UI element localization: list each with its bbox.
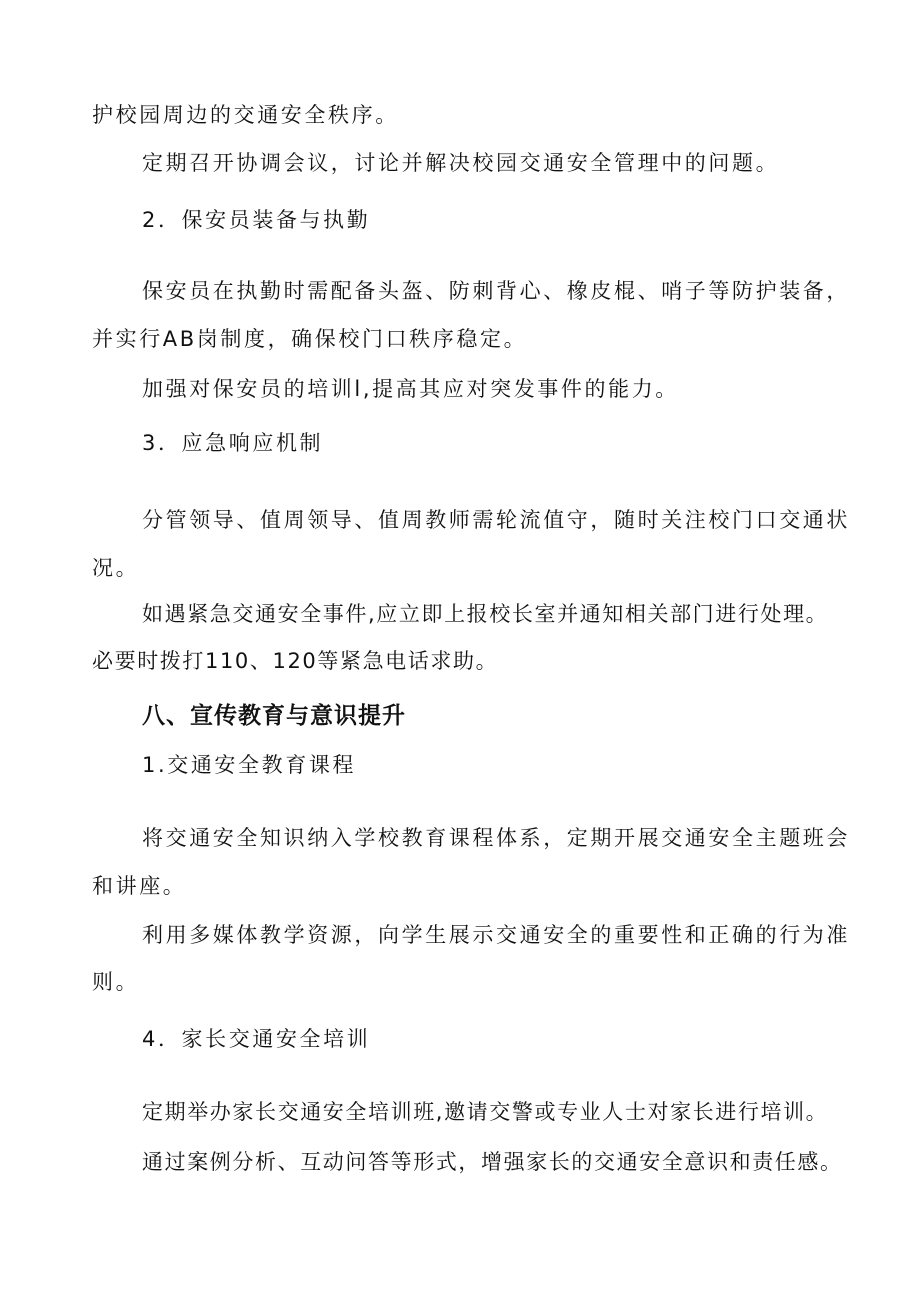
paragraph-line: 必要时拨打110、120等紧急电话求助。 xyxy=(92,649,499,673)
paragraph-line: 并实行AB岗制度，确保校门口秩序稳定。 xyxy=(92,327,528,351)
paragraph-line: 定期召开协调会议，讨论并解决校园交通安全管理中的问题。 xyxy=(142,151,780,175)
paragraph-line: 加强对保安员的培训l,提高其应对突发事件的能力。 xyxy=(142,377,679,401)
section-heading: 3．应急响应机制 xyxy=(142,431,324,455)
section-heading: 1.交通安全教育课程 xyxy=(142,753,357,777)
paragraph-line: 定期举办家长交通安全培训班,邀请交警或专业人士对家长进行培训。 xyxy=(142,1100,829,1124)
section-heading: 2．保安员装备与执勤 xyxy=(142,208,371,232)
paragraph-line: 保安员在执勤时需配备头盔、防刺背心、橡皮棍、哨子等防护装备， xyxy=(142,279,850,303)
paragraph-line: 利用多媒体教学资源，向学生展示交通安全的重要性和正确的行为准 xyxy=(142,923,850,947)
paragraph-line: 和讲座。 xyxy=(92,874,187,898)
chapter-heading: 八、宣传教育与意识提升 xyxy=(142,703,406,729)
section-heading: 4．家长交通安全培训 xyxy=(142,1027,371,1051)
paragraph-line: 将交通安全知识纳入学校教育课程体系，定期开展交通安全主题班会 xyxy=(142,826,850,850)
paragraph-line: 分管领导、值周领导、值周教师需轮流值守，随时关注校门口交通状 xyxy=(142,508,850,532)
paragraph-line: 况。 xyxy=(92,556,140,580)
paragraph-line: 如遇紧急交通安全事件,应立即上报校长室并通知相关部门进行处理。 xyxy=(142,602,829,626)
paragraph-line: 通过案例分析、互动问答等形式，增强家长的交通安全意识和责任感。 xyxy=(142,1150,843,1174)
paragraph-line: 则。 xyxy=(92,970,140,994)
paragraph-line: 护校园周边的交通安全秩序。 xyxy=(92,103,399,127)
